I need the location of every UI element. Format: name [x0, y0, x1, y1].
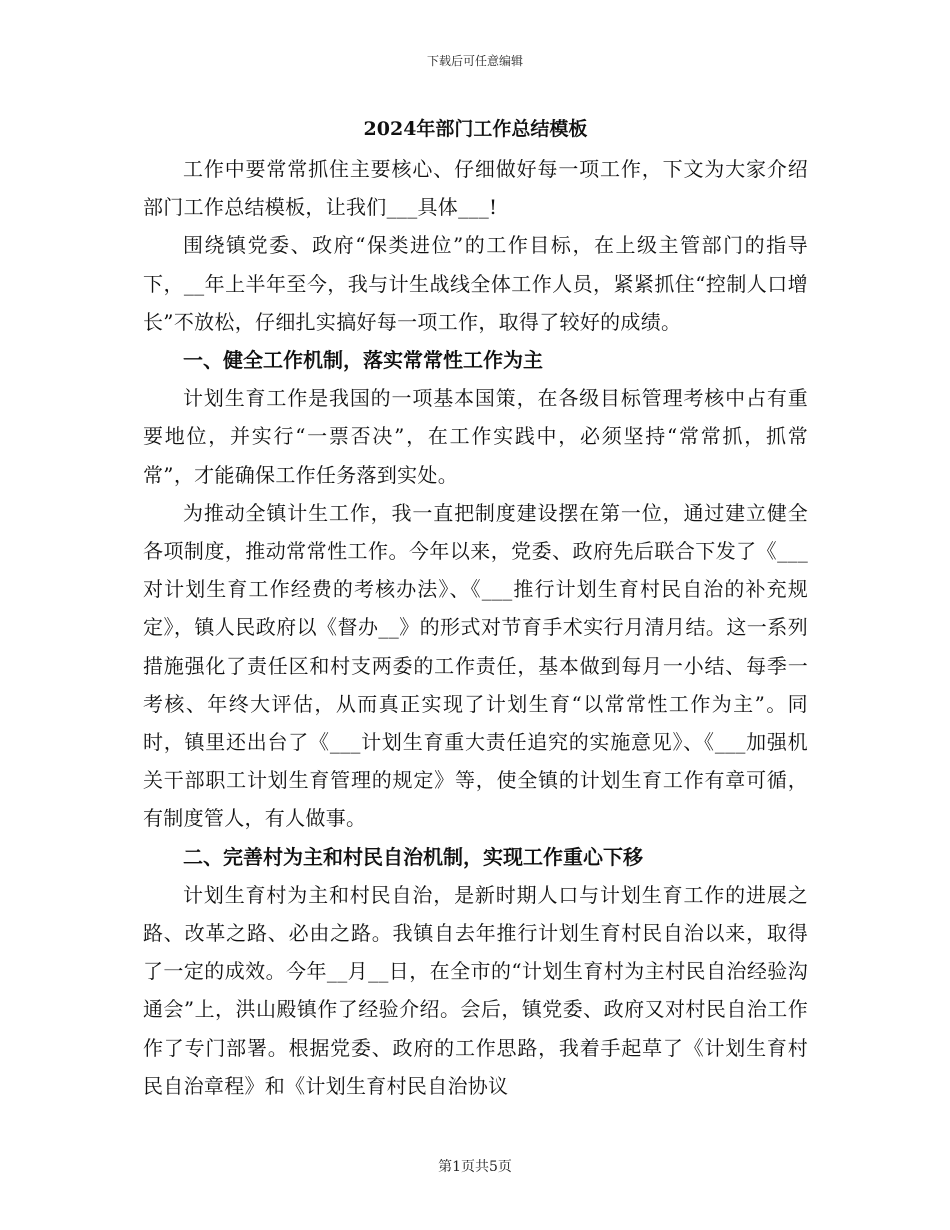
section-heading-2: 二、完善村为主和村民自治机制，实现工作重心下移 [183, 844, 643, 869]
section-heading-1: 一、健全工作机制，落实常常性工作为主 [183, 348, 543, 373]
body-paragraph: 为推动全镇计生工作，我一直把制度建设摆在第一位，通过建立健全各项制度，推动常常性工作。今年以来，党委、政府先后联合下发了《___对计划生育工作经费的考核办法》、《___推行计划生育村民自治的补充规定》，镇人民政府以《督办__》的形式对节育手术实行月清月结。这一系列措施强化了责任区和村支两委的工作责任，基本做到每月一小结、每季一考核、年终大评估，从而真正实现了计划生育“以常常性工作为主”。同时，镇里还出台了《___计划生育重大责任追究的实施意见》、《___加强机关干部职工计划生育管理的规定》等，使全镇的计划生育工作有章可循，有制度管人，有人做事。 [143, 500, 808, 831]
body-paragraph: 计划生育村为主和村民自治，是新时期人口与计划生育工作的进展之路、改革之路、必由之路。我镇自去年推行计划生育村民自治以来，取得了一定的成效。今年__月__日，在全市的“计划生育村为主村民自治经验沟通会”上，洪山殿镇作了经验介绍。会后，镇党委、政府又对村民自治工作作了专门部署。根据党委、政府的工作思路，我着手起草了《计划生育村民自治章程》和《计划生育村民自治协议 [143, 882, 808, 1098]
body-paragraph: 计划生育工作是我国的一项基本国策，在各级目标管理考核中占有重要地位，并实行“一票否决”，在工作实践中，必须坚持“常常抓，抓常常”，才能确保工作任务落到实处。 [143, 386, 808, 487]
intro-paragraph: 工作中要常常抓住主要核心、仔细做好每一项工作，下文为大家介绍部门工作总结模板，让我们___具体___! [143, 157, 808, 220]
document-body [143, 110, 808, 1105]
document-title: 2024年部门工作总结模板 [363, 118, 588, 140]
body-paragraph: 围绕镇党委、政府“保类进位”的工作目标，在上级主管部门的指导下，__年上半年至今，我与计生战线全体工作人员，紧紧抓住“控制人口增长”不放松，仔细扎实搞好每一项工作，取得了较好的成绩。 [143, 233, 808, 334]
page-number: 第1页共5页 [438, 1159, 512, 1175]
header-note: 下载后可任意编辑 [426, 54, 523, 68]
